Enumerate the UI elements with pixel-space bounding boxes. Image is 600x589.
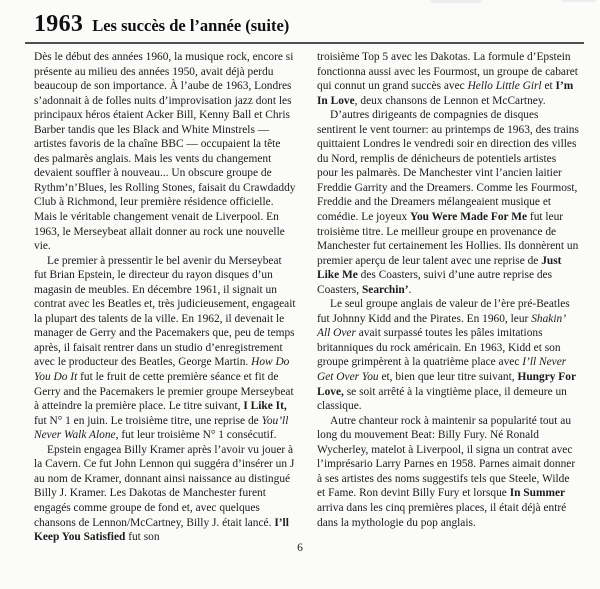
scan-smudge-icon — [562, 0, 596, 2]
left-column — [34, 50, 296, 545]
section-title: Les succès de l’année (suite) — [92, 16, 290, 35]
text-segment-normal: et, bien que leur titre suivant, — [378, 371, 518, 384]
header-divider — [25, 42, 584, 44]
text-segment-normal: , deux chansons de Lennon et McCartney. — [354, 94, 546, 107]
text-segment-normal: Autre chanteur rock à maintenir sa popularité tout au long du mouvement Beat: Billy Fury. Né Ronald Wycherley, matelot à Liverpool, il signa un contrat avec l’imprésario Larry Parnes en 1958. Parnes aimait donner à ses artistes des noms suggestifs tels que Steele, Wilde et Fame. Ron devint Billy Fury et lorsque — [317, 414, 576, 500]
text-segment-bold: I Like It, — [243, 400, 287, 413]
paragraph — [317, 50, 579, 108]
text-segment-normal: fut son — [125, 531, 160, 544]
paragraph — [34, 50, 296, 254]
text-segment-bold: Searchin’ — [361, 283, 409, 296]
text-segment-bold: In Summer — [509, 487, 566, 500]
text-segment-normal: fut le fruit de cette première séance et fit de Gerry and the Pacemakers le premier groupe Merseybeat à atteindre la première place. Le titre suivant, — [34, 371, 294, 413]
paragraph — [34, 443, 296, 545]
right-column — [317, 50, 579, 545]
text-segment-bold: I’ll Keep You Satisfied — [34, 516, 289, 544]
paragraph — [317, 297, 579, 413]
text-segment-normal: fut leur troisième titre. Le meilleur groupe en provenance de Manchester fut certainement les Hollies. Ils donnèrent un premier aperçu de leur talent avec une reprise de — [317, 211, 579, 267]
scan-smudge-icon — [430, 0, 482, 3]
text-segment-normal: Le premier à pressentir le bel avenir du Merseybeat fut Brian Epstein, le directeur du rayon disques d’un magasin de meubles. En décembre 1961, il signait un contrat avec les Beatles et, très judicieusement, engageait la plupart des talents de la ville. En 1962, il devenait le manager de Gerry and the Pacemakers que, peu de temps après, il faisait rentrer dans un studio d’enregistrement avec le producteur des Beatles, George Martin. — [34, 254, 296, 369]
text-segment-bold: You Were Made For Me — [410, 211, 528, 224]
text-segment-bold: Just Like Me — [317, 254, 562, 282]
paragraph — [317, 414, 579, 530]
text-segment-normal: fut N° 1 en juin. Le troisième titre, une reprise de — [34, 414, 262, 427]
text-segment-bold: I’m In Love — [317, 80, 574, 107]
page-header — [34, 11, 584, 38]
text-segment-normal: Dès le début des années 1960, la musique rock, encore si présente au milieu des années 1950, avait déjà perdu beaucoup de son importance. À l’aube de 1963, Londres s’adonnait à de folles nuits d’improvisation jazz dont les principaux héros étaient Acker Bill, Kenny Ball et Chris Barber tandis que les Black and White Minstrels — artistes favoris de la chaîne BBC — occupaient la tête des palmarès anglais. Mais les vents du changement devaient souffler à nouveau... Un obscure groupe de Rythm’n’Blues, les Rolling Stones, faisait du Crawdaddy Club à Richmond, leur première résidence officielle. Mais le véritable changement venait de Liverpool. En 1963, le Merseybeat allait donner au rock une nouvelle vie. — [34, 51, 296, 253]
text-segment-normal: et — [541, 80, 556, 93]
page-footer — [0, 542, 600, 554]
text-segment-normal: arriva dans les cinq premières places, il était déjà entré dans la mythologie du pop anglais. — [317, 501, 567, 529]
text-segment-normal: avait surpassé toutes les pâles imitations britanniques du rock américain. En 1963, Kidd et son groupe grimpèrent à la quatrième place avec — [317, 327, 561, 369]
text-segment-italic: Shakin’ All Over — [317, 312, 565, 340]
text-segment-bold: Hungry For Love, — [317, 371, 576, 398]
two-column-text — [34, 50, 584, 545]
text-segment-normal: . — [408, 283, 412, 296]
paragraph — [317, 108, 579, 297]
text-segment-normal: troisième Top 5 avec les Dakotas. La formule d’Epstein fonctionna aussi avec les Fourmost, un groupe de cabaret qui connut un grand succès avec — [317, 51, 578, 93]
text-segment-italic: I’ll Never Get Over You — [317, 356, 567, 384]
text-segment-normal: Epstein engagea Billy Kramer après l’avoir vu jouer à la Cavern. Ce fut John Lennon qui suggéra d’insérer un J au nom de Kramer, donnant ainsi naissance au distingué Billy J. Kramer. Les Dakotas de Manchester furent engagés comme groupe de fond et, avec quelques chansons de Lennon/McCartney, Billy J. était lancé. — [34, 443, 295, 529]
text-segment-italic: Hello Little Girl — [467, 80, 542, 93]
page-number: 6 — [297, 542, 303, 554]
paragraph — [34, 254, 296, 443]
text-segment-normal: , fut leur troisième N° 1 consécutif. — [115, 429, 277, 442]
text-segment-normal: des Coasters, suivi d’une autre reprise des Coasters, — [317, 269, 553, 296]
text-segment-italic: How Do You Do It — [34, 356, 290, 384]
text-segment-italic: You’ll Never Walk Alone — [34, 414, 289, 442]
text-segment-normal: D’autres dirigeants de compagnies de disques sentirent le vent tourner: au printemps de 1963, des trains quittaient Londres le vendredi soir en direction des villes du Nord, remplis de dénicheurs de potentiels artistes pour les palmarès. De Manchester vint l’ancien laitier Freddie Garrity and the Dreamers. Comme les Fourmost, Freddie and the Dreamers mélangeaient musique et comédie. Le joyeux — [317, 109, 579, 224]
text-segment-normal: se soit arrêté à la vingtième place, il demeure un classique. — [317, 385, 567, 413]
text-segment-normal: Le seul groupe anglais de valeur de l’ère pré-Beatles fut Johnny Kidd and the Pirates. En 1960, leur — [317, 298, 570, 325]
year-heading: 1963 — [34, 11, 84, 37]
